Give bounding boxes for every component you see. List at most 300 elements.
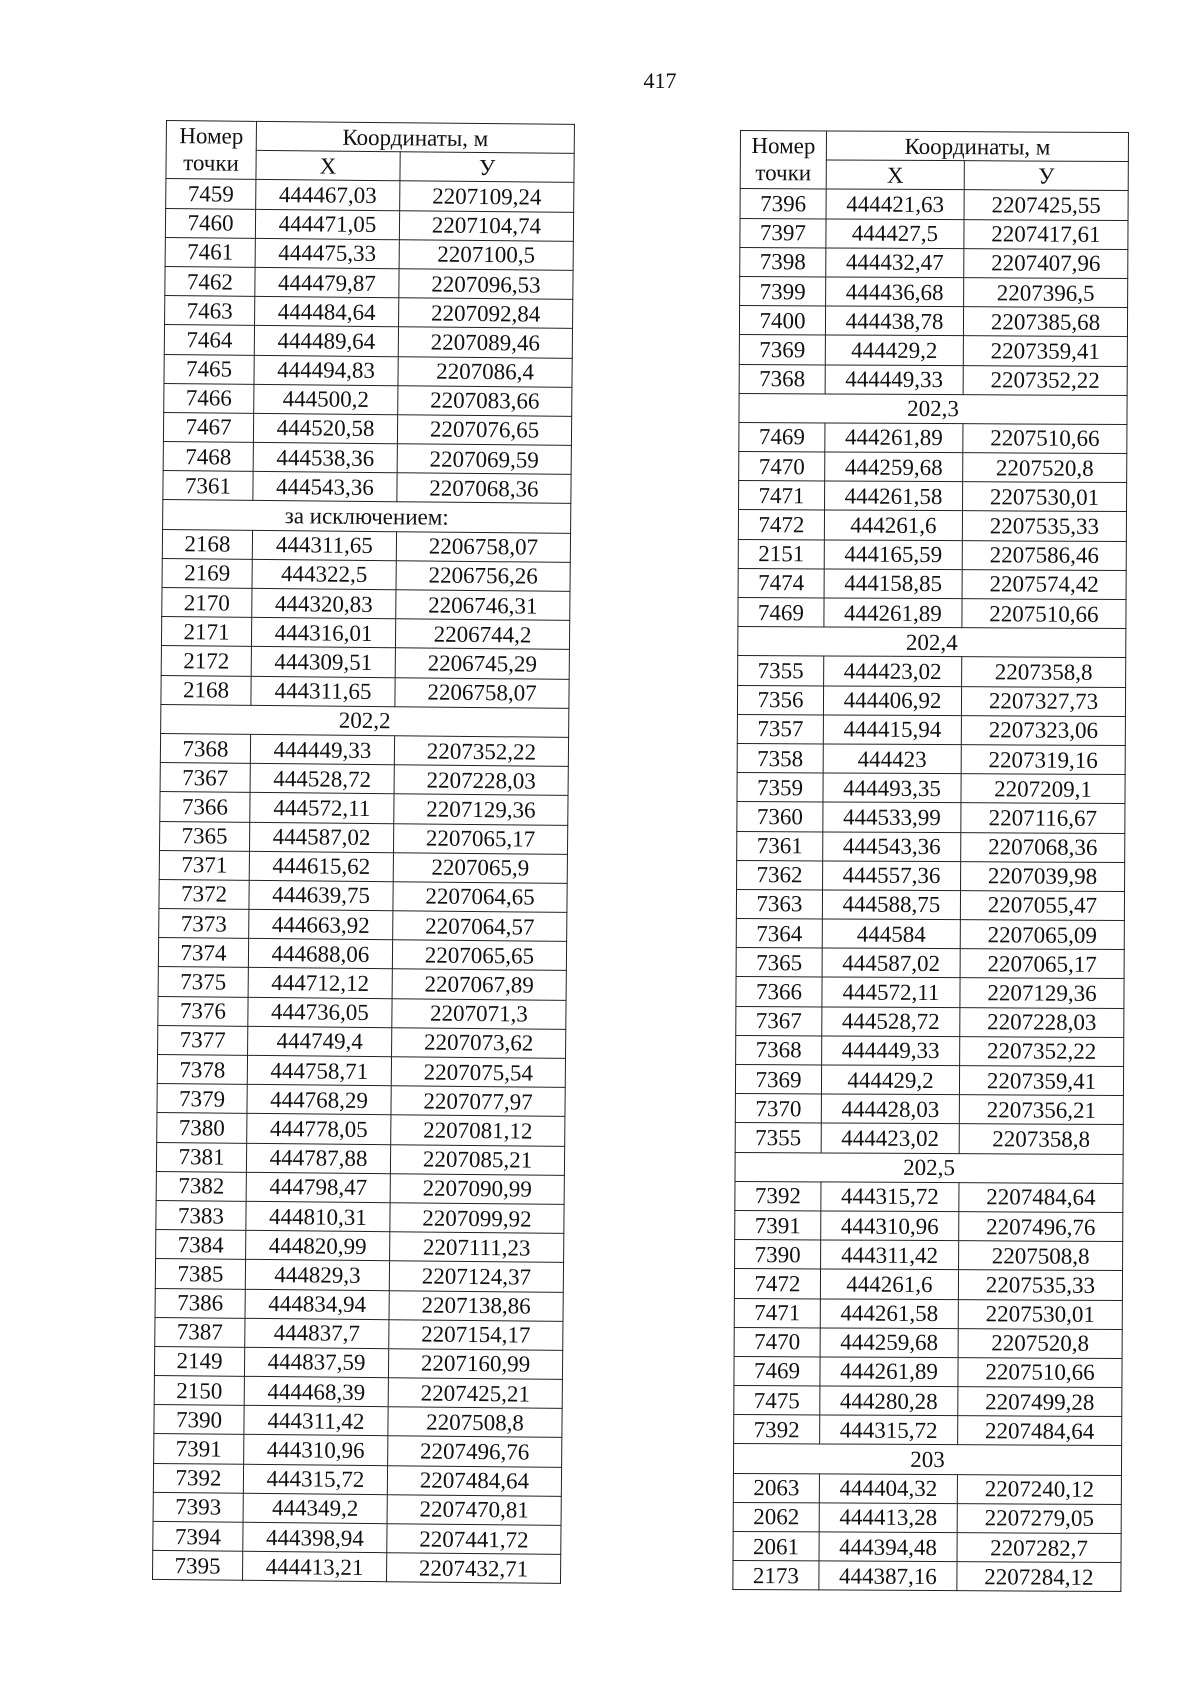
y-coordinate-cell: 2207160,99 xyxy=(388,1349,562,1380)
y-coordinate-cell: 2207282,7 xyxy=(957,1533,1121,1563)
x-coordinate-cell: 444467,03 xyxy=(256,180,400,211)
section-row xyxy=(161,704,569,737)
point-number-cell: 7374 xyxy=(158,938,248,968)
x-coordinate-cell: 444778,05 xyxy=(247,1114,391,1145)
section-label: 202,5 xyxy=(735,1152,1123,1183)
y-coordinate-cell: 2206746,31 xyxy=(396,590,570,621)
table-row xyxy=(736,889,1124,920)
table-row xyxy=(157,1054,565,1087)
coordinates-header: Координаты, м xyxy=(826,131,1128,162)
table-row xyxy=(165,266,573,299)
y-coordinate-cell: 2207067,89 xyxy=(392,969,566,1000)
point-number-cell: 7470 xyxy=(739,452,825,482)
section-row xyxy=(739,393,1127,424)
point-number-cell: 7397 xyxy=(740,218,826,248)
y-header: У xyxy=(964,161,1128,191)
x-coordinate-cell: 444387,16 xyxy=(819,1561,957,1591)
point-number-cell: 7369 xyxy=(735,1064,821,1094)
table-row xyxy=(161,617,569,650)
point-number-cell: 7361 xyxy=(163,471,253,501)
point-number-cell: 7466 xyxy=(164,383,254,413)
x-coordinate-cell: 444322,5 xyxy=(252,559,396,590)
point-number-cell: 7471 xyxy=(739,481,825,511)
y-coordinate-cell: 2207358,8 xyxy=(962,657,1126,687)
x-coordinate-cell: 444768,29 xyxy=(247,1085,391,1116)
x-coordinate-cell: 444315,72 xyxy=(821,1182,959,1212)
table-row xyxy=(154,1405,562,1438)
y-coordinate-cell: 2207089,46 xyxy=(398,327,572,358)
y-coordinate-cell: 2207039,98 xyxy=(961,861,1125,891)
point-number-cell: 2061 xyxy=(733,1531,819,1561)
y-coordinate-cell: 2207083,66 xyxy=(398,385,572,416)
x-coordinate-cell: 444404,32 xyxy=(819,1474,957,1504)
table-row xyxy=(166,179,574,212)
x-coordinate-cell: 444712,12 xyxy=(248,968,392,999)
point-number-cell: 7400 xyxy=(739,306,825,336)
point-number-cell: 7470 xyxy=(734,1327,820,1357)
section-label: 202,2 xyxy=(161,704,569,737)
point-number-header: Номер точки xyxy=(740,131,826,190)
point-number-cell: 7467 xyxy=(163,412,253,442)
point-number-cell: 7355 xyxy=(735,1123,821,1153)
table-row xyxy=(735,1094,1123,1125)
table-row xyxy=(734,1386,1122,1417)
point-number-header: Номер точки xyxy=(166,121,257,180)
table-row xyxy=(738,656,1126,687)
x-coordinate-cell: 444429,2 xyxy=(825,335,963,365)
y-coordinate-cell: 2206756,26 xyxy=(396,561,570,592)
y-coordinate-cell: 2206744,2 xyxy=(395,619,569,650)
table-row xyxy=(738,568,1126,599)
point-number-cell: 7355 xyxy=(738,656,824,686)
y-coordinate-cell: 2207065,9 xyxy=(393,852,567,883)
point-number-cell: 7471 xyxy=(734,1298,820,1328)
table-row xyxy=(154,1434,562,1467)
y-coordinate-cell: 2207096,53 xyxy=(399,269,573,300)
x-coordinate-cell: 444261,6 xyxy=(820,1269,958,1299)
x-coordinate-cell: 444436,68 xyxy=(826,277,964,307)
x-coordinate-cell: 444528,72 xyxy=(822,1007,960,1037)
point-number-cell: 2171 xyxy=(161,617,251,647)
table-row xyxy=(734,1269,1122,1300)
y-coordinate-cell: 2207352,22 xyxy=(963,365,1127,395)
point-number-cell: 7363 xyxy=(736,889,822,919)
section-row xyxy=(735,1152,1123,1183)
table-row xyxy=(163,442,571,475)
y-coordinate-cell: 2207520,8 xyxy=(958,1328,1122,1358)
table-row xyxy=(153,1521,561,1554)
point-number-cell: 7472 xyxy=(738,510,824,540)
table-row xyxy=(158,1025,566,1058)
point-number-cell: 7362 xyxy=(737,860,823,890)
point-number-cell: 7391 xyxy=(735,1210,821,1240)
table-row xyxy=(155,1317,563,1350)
x-coordinate-cell: 444261,89 xyxy=(825,423,963,453)
table-row xyxy=(158,996,566,1029)
y-coordinate-cell: 2207496,76 xyxy=(388,1436,562,1467)
x-coordinate-cell: 444427,5 xyxy=(826,219,964,249)
point-number-cell: 7366 xyxy=(160,792,250,822)
y-coordinate-cell: 2207085,21 xyxy=(390,1144,564,1175)
y-coordinate-cell: 2207510,66 xyxy=(963,424,1127,454)
x-coordinate-cell: 444394,48 xyxy=(819,1532,957,1562)
table-row xyxy=(159,821,567,854)
x-coordinate-cell: 444316,01 xyxy=(251,618,395,649)
table-row xyxy=(155,1259,563,1292)
x-coordinate-cell: 444758,71 xyxy=(247,1055,391,1086)
table-row xyxy=(162,529,570,562)
table-row xyxy=(736,977,1124,1008)
y-coordinate-cell: 2207065,65 xyxy=(392,940,566,971)
point-number-cell: 7394 xyxy=(153,1521,243,1551)
table-row xyxy=(157,1084,565,1117)
y-coordinate-cell: 2207327,73 xyxy=(961,686,1125,716)
table-row xyxy=(163,412,571,445)
table-row xyxy=(165,296,573,329)
table-row xyxy=(739,452,1127,483)
point-number-cell: 7472 xyxy=(734,1269,820,1299)
y-coordinate-cell: 2207090,99 xyxy=(390,1173,564,1204)
point-number-cell: 7396 xyxy=(740,189,826,219)
point-number-cell: 2168 xyxy=(162,529,252,559)
x-coordinate-cell: 444484,64 xyxy=(255,296,399,327)
table-row xyxy=(737,714,1125,745)
x-coordinate-cell: 444280,28 xyxy=(820,1386,958,1416)
table-row xyxy=(158,967,566,1000)
y-coordinate-cell: 2207417,61 xyxy=(964,219,1128,249)
point-number-cell: 2173 xyxy=(733,1561,819,1591)
point-number-cell: 7387 xyxy=(155,1317,245,1347)
y-coordinate-cell: 2207352,22 xyxy=(960,1036,1124,1066)
y-coordinate-cell: 2207099,92 xyxy=(390,1203,564,1234)
y-coordinate-cell: 2207129,36 xyxy=(394,794,568,825)
x-coordinate-cell: 444261,58 xyxy=(820,1298,958,1328)
y-coordinate-cell: 2207432,71 xyxy=(386,1553,560,1584)
y-coordinate-cell: 2207359,41 xyxy=(963,336,1127,366)
y-coordinate-cell: 2207065,17 xyxy=(960,949,1124,979)
table-row xyxy=(740,276,1128,307)
table-row xyxy=(156,1200,564,1233)
y-coordinate-cell: 2207055,47 xyxy=(960,891,1124,921)
y-coordinate-cell: 2207535,33 xyxy=(962,511,1126,541)
x-coordinate-cell: 444493,35 xyxy=(823,773,961,803)
point-number-cell: 7383 xyxy=(156,1200,246,1230)
table-row xyxy=(739,364,1127,395)
x-coordinate-cell: 444479,87 xyxy=(255,267,399,298)
table-row xyxy=(739,335,1127,366)
x-coordinate-cell: 444261,6 xyxy=(824,510,962,540)
y-coordinate-cell: 2207352,22 xyxy=(394,736,568,767)
x-coordinate-cell: 444423,02 xyxy=(821,1123,959,1153)
point-number-cell: 7373 xyxy=(159,909,249,939)
x-coordinate-cell: 444449,33 xyxy=(250,734,394,765)
y-coordinate-cell: 2207520,8 xyxy=(963,453,1127,483)
x-coordinate-cell: 444837,59 xyxy=(244,1347,388,1378)
point-number-cell: 2151 xyxy=(738,539,824,569)
y-coordinate-cell: 2207407,96 xyxy=(964,248,1128,278)
x-coordinate-cell: 444500,2 xyxy=(254,384,398,415)
table-row xyxy=(734,1415,1122,1446)
x-coordinate-cell: 444311,42 xyxy=(821,1240,959,1270)
table-row xyxy=(156,1230,564,1263)
table-row xyxy=(734,1327,1122,1358)
x-coordinate-cell: 444538,36 xyxy=(253,442,397,473)
y-coordinate-cell: 2207510,66 xyxy=(962,599,1126,629)
table-row xyxy=(737,743,1125,774)
y-coordinate-cell: 2207508,8 xyxy=(388,1407,562,1438)
y-coordinate-cell: 2207068,36 xyxy=(961,832,1125,862)
section-label: 203 xyxy=(733,1444,1121,1475)
table-body xyxy=(733,189,1128,1592)
point-number-cell: 7469 xyxy=(734,1356,820,1386)
point-number-cell: 7367 xyxy=(160,763,250,793)
x-coordinate-cell: 444798,47 xyxy=(246,1172,390,1203)
coordinates-table-left xyxy=(152,120,575,1584)
y-coordinate-cell: 2207068,36 xyxy=(397,473,571,504)
y-coordinate-cell: 2207510,66 xyxy=(958,1358,1122,1388)
point-number-cell: 7365 xyxy=(736,948,822,978)
table-row xyxy=(160,792,568,825)
point-number-cell: 2150 xyxy=(154,1376,244,1406)
point-number-cell: 7390 xyxy=(735,1240,821,1270)
page-number: 417 xyxy=(643,68,677,93)
x-coordinate-cell: 444615,62 xyxy=(249,851,393,882)
point-number-cell: 7356 xyxy=(737,685,823,715)
point-number-cell: 7392 xyxy=(734,1415,820,1445)
y-coordinate-cell: 2207441,72 xyxy=(387,1524,561,1555)
y-coordinate-cell: 2207279,05 xyxy=(957,1503,1121,1533)
x-coordinate-cell: 444572,11 xyxy=(250,793,394,824)
x-coordinate-cell: 444259,68 xyxy=(820,1328,958,1358)
y-coordinate-cell: 2207138,86 xyxy=(389,1290,563,1321)
table-row xyxy=(735,1064,1123,1095)
x-coordinate-cell: 444584 xyxy=(822,919,960,949)
x-coordinate-cell: 444528,72 xyxy=(250,763,394,794)
table-row xyxy=(737,802,1125,833)
point-number-cell: 7372 xyxy=(159,879,249,909)
x-coordinate-cell: 444429,2 xyxy=(821,1065,959,1095)
y-coordinate-cell: 2207064,57 xyxy=(393,911,567,942)
x-coordinate-cell: 444837,7 xyxy=(245,1318,389,1349)
y-coordinate-cell: 2207396,5 xyxy=(964,278,1128,308)
x-header: Х xyxy=(826,160,964,190)
x-coordinate-cell: 444749,4 xyxy=(248,1026,392,1057)
point-number-cell: 7366 xyxy=(736,977,822,1007)
table-row xyxy=(159,909,567,942)
y-coordinate-cell: 2207111,23 xyxy=(390,1232,564,1263)
table-row xyxy=(161,675,569,708)
y-coordinate-cell: 2206758,07 xyxy=(395,677,569,708)
y-coordinate-cell: 2207535,33 xyxy=(958,1270,1122,1300)
point-number-cell: 7393 xyxy=(153,1492,243,1522)
point-number-cell: 2063 xyxy=(733,1473,819,1503)
table-row xyxy=(156,1142,564,1175)
table-row xyxy=(735,1123,1123,1154)
table-row xyxy=(159,850,567,883)
point-number-cell: 7459 xyxy=(166,179,256,209)
x-coordinate-cell: 444315,72 xyxy=(820,1415,958,1445)
point-number-cell: 7392 xyxy=(153,1463,243,1493)
table-row xyxy=(158,938,566,971)
y-coordinate-cell: 2207484,64 xyxy=(959,1182,1123,1212)
point-number-cell: 2169 xyxy=(162,558,252,588)
y-coordinate-cell: 2207228,03 xyxy=(960,1007,1124,1037)
y-coordinate-cell: 2207076,65 xyxy=(397,415,571,446)
y-coordinate-cell: 2207154,17 xyxy=(389,1319,563,1350)
table-row xyxy=(739,422,1127,453)
x-coordinate-cell: 444261,89 xyxy=(820,1357,958,1387)
x-coordinate-cell: 444834,94 xyxy=(245,1289,389,1320)
table-row xyxy=(736,1006,1124,1037)
y-coordinate-cell: 2207124,37 xyxy=(389,1261,563,1292)
y-coordinate-cell: 2207319,16 xyxy=(961,745,1125,775)
x-coordinate-cell: 444261,89 xyxy=(824,598,962,628)
x-coordinate-cell: 444259,68 xyxy=(825,452,963,482)
y-coordinate-cell: 2207075,54 xyxy=(391,1057,565,1088)
x-coordinate-cell: 444311,65 xyxy=(251,676,395,707)
point-number-cell: 2170 xyxy=(162,587,252,617)
y-coordinate-cell: 2207209,1 xyxy=(961,774,1125,804)
table-row xyxy=(160,733,568,766)
y-coordinate-cell: 2207356,21 xyxy=(959,1095,1123,1125)
y-coordinate-cell: 2207484,64 xyxy=(958,1416,1122,1446)
x-coordinate-cell: 444820,99 xyxy=(246,1230,390,1261)
section-row xyxy=(733,1444,1121,1475)
x-coordinate-cell: 444468,39 xyxy=(244,1376,388,1407)
x-coordinate-cell: 444423,02 xyxy=(824,656,962,686)
y-coordinate-cell: 2207071,3 xyxy=(392,998,566,1029)
point-number-cell: 7391 xyxy=(154,1434,244,1464)
point-number-cell: 2149 xyxy=(154,1346,244,1376)
x-coordinate-cell: 444158,85 xyxy=(824,569,962,599)
point-number-cell: 7369 xyxy=(739,335,825,365)
point-number-cell: 7474 xyxy=(738,568,824,598)
x-header: Х xyxy=(256,151,400,182)
y-coordinate-cell: 2207081,12 xyxy=(391,1115,565,1146)
table-row xyxy=(156,1171,564,1204)
y-coordinate-cell: 2207077,97 xyxy=(391,1086,565,1117)
y-coordinate-cell: 2207530,01 xyxy=(958,1299,1122,1329)
point-number-cell: 7364 xyxy=(736,919,822,949)
table-row xyxy=(737,831,1125,862)
table-row xyxy=(155,1288,563,1321)
table-row xyxy=(159,879,567,912)
y-coordinate-cell: 2207100,5 xyxy=(399,239,573,270)
table-row xyxy=(735,1210,1123,1241)
y-coordinate-cell: 2207496,76 xyxy=(959,1212,1123,1242)
point-number-cell: 7357 xyxy=(737,714,823,744)
table-row xyxy=(739,306,1127,337)
table-row xyxy=(739,481,1127,512)
point-number-cell: 7368 xyxy=(739,364,825,394)
y-coordinate-cell: 2207425,21 xyxy=(388,1378,562,1409)
x-coordinate-cell: 444543,36 xyxy=(253,472,397,503)
table-row xyxy=(740,218,1128,249)
section-row xyxy=(163,500,571,533)
table-row xyxy=(165,237,573,270)
point-number-cell: 7386 xyxy=(155,1288,245,1318)
table-row xyxy=(733,1531,1121,1562)
table-row xyxy=(737,860,1125,891)
point-number-cell: 7379 xyxy=(157,1084,247,1114)
table-row xyxy=(152,1551,560,1584)
x-coordinate-cell: 444543,36 xyxy=(823,831,961,861)
section-label: 202,4 xyxy=(738,627,1126,658)
x-coordinate-cell: 444310,96 xyxy=(821,1211,959,1241)
x-coordinate-cell: 444261,58 xyxy=(825,481,963,511)
x-coordinate-cell: 444471,05 xyxy=(255,209,399,240)
y-coordinate-cell: 2207065,17 xyxy=(393,823,567,854)
x-coordinate-cell: 444736,05 xyxy=(248,997,392,1028)
table-row xyxy=(738,539,1126,570)
x-coordinate-cell: 444311,65 xyxy=(252,530,396,561)
point-number-cell: 7359 xyxy=(737,773,823,803)
table-row xyxy=(153,1492,561,1525)
y-header: У xyxy=(400,152,574,183)
point-number-cell: 7381 xyxy=(156,1142,246,1172)
y-coordinate-cell: 2207228,03 xyxy=(394,765,568,796)
x-coordinate-cell: 444165,59 xyxy=(824,540,962,570)
table-row xyxy=(737,773,1125,804)
x-coordinate-cell: 444688,06 xyxy=(248,939,392,970)
point-number-cell: 7462 xyxy=(165,266,255,296)
point-number-cell: 7398 xyxy=(740,247,826,277)
y-coordinate-cell: 2207092,84 xyxy=(399,298,573,329)
y-coordinate-cell: 2207284,12 xyxy=(957,1562,1121,1592)
y-coordinate-cell: 2207065,09 xyxy=(960,920,1124,950)
x-coordinate-cell: 444449,33 xyxy=(822,1036,960,1066)
table-row xyxy=(164,383,572,416)
point-number-cell: 7475 xyxy=(734,1386,820,1416)
y-coordinate-cell: 2207508,8 xyxy=(959,1241,1123,1271)
y-coordinate-cell: 2207484,64 xyxy=(387,1465,561,1496)
table-row xyxy=(153,1463,561,1496)
x-coordinate-cell: 444449,33 xyxy=(825,364,963,394)
point-number-cell: 7465 xyxy=(164,354,254,384)
point-number-cell: 7377 xyxy=(158,1025,248,1055)
y-coordinate-cell: 2207359,41 xyxy=(959,1066,1123,1096)
point-number-cell: 7399 xyxy=(740,276,826,306)
x-coordinate-cell: 444533,99 xyxy=(823,802,961,832)
point-number-cell: 7375 xyxy=(158,967,248,997)
point-number-cell: 7378 xyxy=(157,1054,247,1084)
y-coordinate-cell: 2207499,28 xyxy=(958,1387,1122,1417)
table-row xyxy=(736,948,1124,979)
y-coordinate-cell: 2207104,74 xyxy=(399,210,573,241)
point-number-cell: 7361 xyxy=(737,831,823,861)
point-number-cell: 7384 xyxy=(156,1230,246,1260)
x-coordinate-cell: 444475,33 xyxy=(255,238,399,269)
table-row xyxy=(733,1473,1121,1504)
table-row xyxy=(740,189,1128,220)
point-number-cell: 7464 xyxy=(164,325,254,355)
table-row xyxy=(164,325,572,358)
y-coordinate-cell: 2207470,81 xyxy=(387,1495,561,1526)
table-row xyxy=(162,587,570,620)
x-coordinate-cell: 444398,94 xyxy=(243,1522,387,1553)
y-coordinate-cell: 2207574,42 xyxy=(962,569,1126,599)
x-coordinate-cell: 444587,02 xyxy=(822,948,960,978)
x-coordinate-cell: 444349,2 xyxy=(243,1493,387,1524)
point-number-cell: 7367 xyxy=(736,1006,822,1036)
x-coordinate-cell: 444432,47 xyxy=(826,248,964,278)
table-row xyxy=(165,208,573,241)
point-number-cell: 2168 xyxy=(161,675,251,705)
point-number-cell: 7370 xyxy=(735,1094,821,1124)
point-number-cell: 7380 xyxy=(157,1113,247,1143)
y-coordinate-cell: 2207073,62 xyxy=(392,1028,566,1059)
table-row xyxy=(738,597,1126,628)
